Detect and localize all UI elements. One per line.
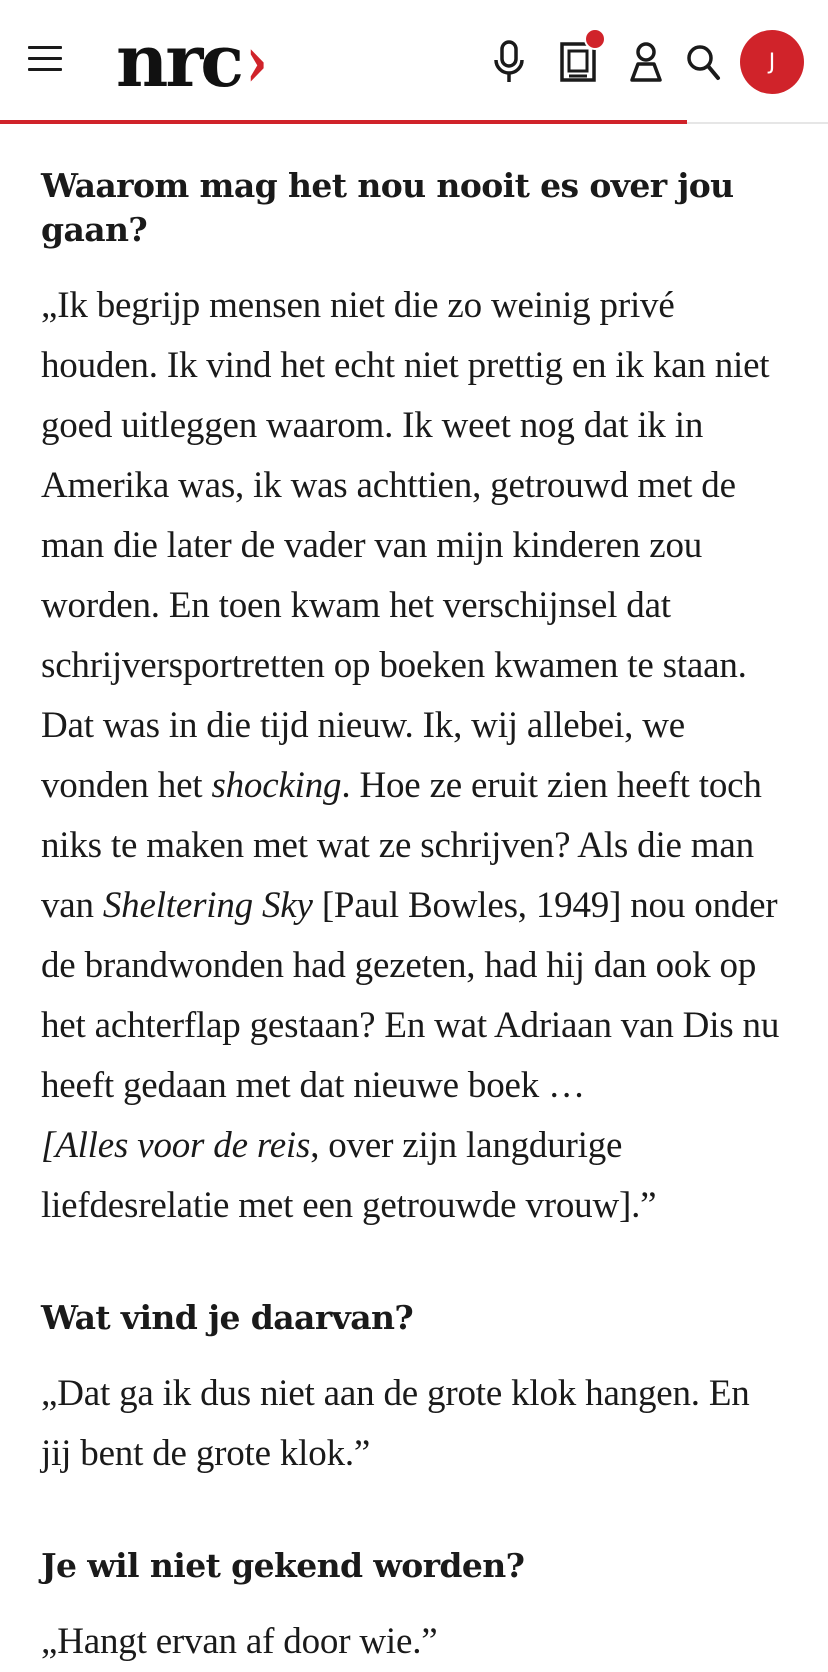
interview-question: Je wil niet gekend worden? xyxy=(41,1546,525,1585)
interview-question: Wat vind je daarvan? xyxy=(41,1298,414,1337)
interview-answer: „Hangt ervan af door wie.” xyxy=(41,1621,438,1662)
logo-text: nrc xyxy=(116,18,242,103)
top-bar xyxy=(0,0,828,124)
user-avatar[interactable]: J xyxy=(740,30,804,94)
article-body xyxy=(0,124,828,1672)
menu-icon[interactable] xyxy=(28,46,62,72)
nrc-logo[interactable] xyxy=(116,18,268,103)
search-icon[interactable] xyxy=(682,38,726,86)
reading-progress-bar xyxy=(0,120,687,124)
interview-answer: „Ik begrijp mensen niet die zo weinig privé houden. Ik vind het echt niet prettig en ik kan niet goed uitleggen waarom. Ik weet nog dat ik in Amerika was, ik was achttien, getrouwd met de man die later de vader van mijn kinderen zou worden. En toen kwam het verschijnsel dat schrijversportretten op boeken kwamen te staan. Dat was in die tijd nieuw. Ik, wij allebei, we vonden het shocking. Hoe ze eruit zien heeft toch niks te maken met wat ze schrijven? Als die man van Sheltering Sky [Paul Bowles, 1949] nou onder de brandwonden had gezeten, had hij dan ook op het achterflap gestaan? En wat Adriaan van Dis nu heeft gedaan met dat nieuwe boek … [Alles voor de reis, over zijn langdurige liefdesrelatie met een getrouwde vrouw].” xyxy=(41,285,780,1226)
notification-dot xyxy=(584,28,606,50)
logo-chevron: › xyxy=(245,20,266,103)
person-icon[interactable] xyxy=(624,38,668,86)
microphone-icon[interactable] xyxy=(488,38,532,86)
interview-answer: „Dat ga ik dus niet aan de grote klok hangen. En jij bent de grote klok.” xyxy=(41,1373,750,1474)
interview-question: Waarom mag het nou nooit es over jou gaan? xyxy=(41,166,734,249)
book-title: Sheltering Sky xyxy=(102,885,313,926)
book-title: [Alles voor de reis xyxy=(41,1125,311,1166)
emphasis: shocking xyxy=(211,765,342,806)
